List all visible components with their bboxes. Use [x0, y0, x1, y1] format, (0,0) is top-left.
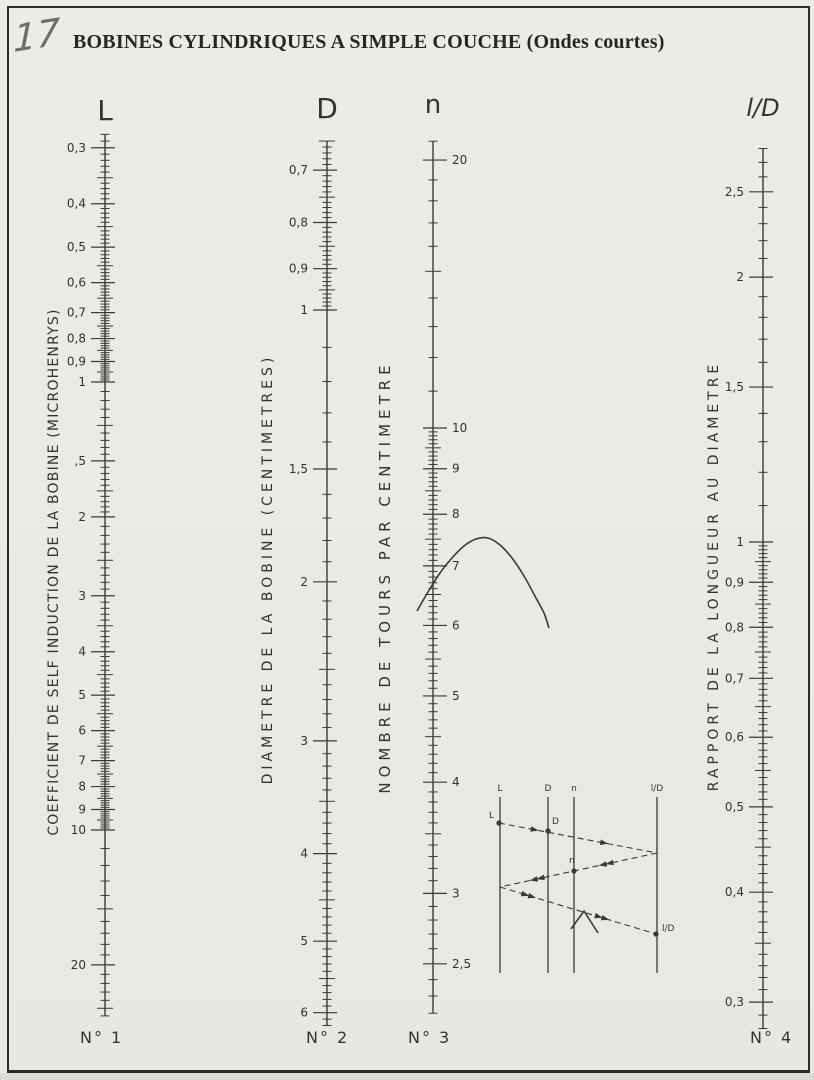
- inset-column-label: l/D: [650, 784, 664, 794]
- inset-point-label: L: [489, 811, 495, 821]
- tick-label-L: 0,9: [66, 354, 86, 369]
- inset-column-label: L: [497, 784, 503, 794]
- tick-label-L: 6: [78, 723, 86, 738]
- tick-label-L: 4: [78, 644, 86, 659]
- tick-label-n: 4: [452, 775, 460, 790]
- inset-column-label: D: [544, 784, 552, 794]
- arrowhead: [599, 861, 607, 866]
- tick-label-n: 9: [452, 461, 460, 476]
- tick-label-D: 4: [300, 846, 308, 861]
- inset-reading-point: [496, 820, 501, 825]
- axis-title-self-induction: COEFFICIENT DE SELF INDUCTION DE LA BOBINE (MICROHENRYS): [46, 308, 62, 836]
- tick-label-n: 8: [452, 507, 460, 522]
- scale-letter-l-over-D: l/D: [746, 94, 780, 122]
- scale-number-label-2: N° 2: [306, 1028, 350, 1047]
- tick-label-lD: 0,5: [724, 799, 744, 814]
- scale-number-label-1: N° 1: [80, 1028, 124, 1047]
- tick-label-D: 5: [300, 934, 308, 949]
- tick-label-L: ,5: [74, 453, 86, 468]
- usage-key-inset: [489, 784, 675, 973]
- tick-label-n: 20: [452, 153, 468, 168]
- inset-point-label: n: [569, 856, 575, 866]
- tick-label-lD: 0,9: [724, 575, 744, 590]
- tick-label-D: 0,7: [288, 163, 308, 178]
- tick-label-D: 1: [300, 303, 308, 317]
- tick-label-lD: 0,8: [724, 620, 744, 635]
- scale-lD: [725, 149, 773, 1029]
- inset-dashed-step: [500, 853, 657, 887]
- tick-label-L: 0,6: [66, 275, 86, 290]
- tick-label-L: 20: [70, 957, 86, 972]
- tick-label-n: 7: [452, 558, 460, 573]
- tick-label-lD: 2: [736, 270, 744, 285]
- axis-title-rapport-longueur-diametre: RAPPORT DE LA LONGUEUR AU DIAMETRE: [706, 360, 722, 792]
- arrowhead: [594, 913, 602, 918]
- inset-reading-point: [653, 931, 658, 936]
- handwritten-page-number: 17: [12, 9, 61, 62]
- scale-number-label-4: N° 4: [750, 1028, 794, 1047]
- tick-label-lD: 0,4: [724, 885, 744, 900]
- tick-label-D: 6: [300, 1005, 308, 1020]
- scale-letter-L: L: [97, 94, 113, 127]
- scale-D: [289, 141, 337, 1025]
- arrowhead: [530, 826, 538, 832]
- axis-title-diametre: DIAMETRE DE LA BOBINE (CENTIMETRES): [260, 353, 276, 785]
- inset-reading-point: [545, 828, 550, 833]
- scale-letter-n: n: [424, 90, 442, 120]
- scale-n: [423, 141, 471, 1013]
- scale-L: [67, 134, 115, 1016]
- caret-mark: [571, 911, 598, 933]
- tick-label-L: 0,5: [66, 240, 86, 255]
- inset-dashed-step: [499, 823, 657, 853]
- tick-label-n: 5: [452, 688, 460, 703]
- tick-label-L: 3: [78, 588, 86, 603]
- tick-label-L: 0,4: [66, 196, 86, 211]
- tick-label-D: 0,8: [288, 215, 308, 230]
- inset-point-label: D: [552, 817, 559, 827]
- tick-label-lD: 2,5: [724, 184, 744, 199]
- arrowhead: [600, 839, 608, 845]
- tick-label-L: 8: [78, 779, 86, 794]
- arrowhead: [521, 891, 529, 896]
- tick-label-n: 2,5: [452, 956, 472, 971]
- tick-label-D: 1,5: [288, 462, 308, 477]
- inset-reading-point: [571, 868, 576, 873]
- tick-label-lD: 1,5: [724, 380, 744, 395]
- tick-label-n: 6: [452, 618, 460, 633]
- tick-label-D: 0,9: [288, 261, 308, 276]
- tick-label-D: 3: [300, 733, 308, 748]
- tick-label-lD: 0,3: [724, 995, 744, 1010]
- inset-column-label: n: [571, 784, 577, 794]
- tick-label-D: 2: [300, 574, 308, 589]
- tick-label-L: 0,8: [66, 331, 86, 346]
- tick-label-n: 10: [452, 421, 468, 435]
- tick-label-lD: 0,6: [724, 730, 744, 745]
- tick-label-L: 10: [70, 823, 86, 837]
- arrowhead: [530, 876, 538, 881]
- tick-label-L: 2: [78, 509, 86, 524]
- page-title: BOBINES CYLINDRIQUES A SIMPLE COUCHE (Ondes courtes): [73, 31, 665, 53]
- tick-label-L: 0,7: [66, 305, 86, 320]
- inset-point-label: l/D: [662, 924, 675, 934]
- tick-label-L: 0,3: [66, 140, 86, 155]
- tick-label-lD: 0,7: [724, 671, 744, 686]
- tick-label-L: 9: [78, 802, 86, 817]
- axis-title-tours-par-centimetre: NOMBRE DE TOURS PAR CENTIMETRE: [376, 360, 394, 794]
- tick-label-L: 1: [78, 375, 86, 389]
- tick-label-lD: 1: [736, 535, 744, 549]
- tick-label-n: 3: [452, 886, 460, 901]
- tick-label-L: 7: [78, 753, 86, 768]
- scale-letter-D: D: [316, 92, 338, 125]
- scale-number-label-3: N° 3: [408, 1028, 452, 1047]
- tick-label-L: 5: [78, 688, 86, 703]
